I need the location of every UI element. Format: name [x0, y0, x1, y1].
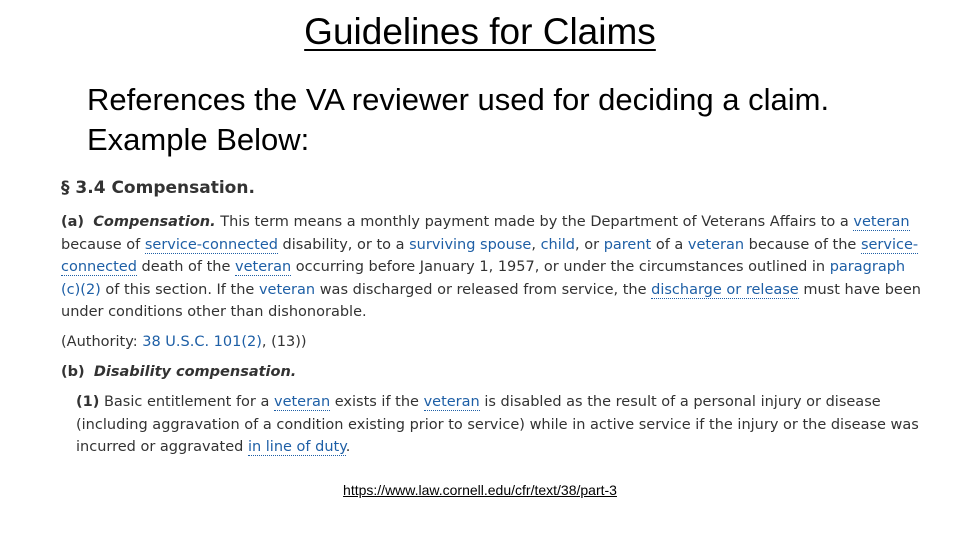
link-parent[interactable]: parent [603, 236, 652, 253]
text: because of the [744, 236, 861, 253]
link-veteran[interactable]: veteran [258, 281, 316, 298]
text: disability, or to a [277, 236, 410, 253]
text: This term means a monthly payment made by the Department of Veterans Affairs to a [215, 214, 854, 230]
link-discharge-or-release[interactable]: discharge or release [651, 281, 799, 298]
link-paragraph-c2[interactable]: paragraph (c)(2) [61, 259, 906, 298]
link-child[interactable]: child [540, 236, 576, 253]
paragraph-b-label: (b) [61, 363, 85, 380]
text: is disabled as the result of a personal injury or disease (including aggravation of a condition existing prior to service) while in active service if the injury or the disease was incurred or aggravated [76, 394, 919, 456]
text: (Authority: [61, 333, 143, 350]
paragraph-b [61, 361, 921, 384]
link-in-line-of-duty[interactable]: in line of duty [247, 439, 346, 456]
paragraph-b1-label: (1) [76, 394, 100, 411]
slide-subtitle [87, 80, 829, 160]
paragraph-b1 [61, 391, 921, 459]
slide-title: Guidelines for Claims [304, 11, 656, 52]
text: must have been under conditions other than dishonorable. [61, 281, 921, 321]
subtitle-line-2: Example Below: [87, 122, 310, 157]
link-veteran[interactable]: veteran [687, 236, 745, 253]
text: occurring before January 1, 1957, or under the circumstances outlined in [291, 259, 830, 276]
text: of this section. If the [100, 281, 259, 298]
link-veteran[interactable]: veteran [853, 214, 910, 230]
link-veteran[interactable]: veteran [273, 394, 331, 411]
link-service-connected[interactable]: service-connected [61, 236, 919, 276]
link-veteran[interactable]: veteran [423, 394, 480, 411]
text: because of [61, 236, 145, 253]
text: death of the [136, 259, 236, 276]
text: of a [651, 236, 688, 253]
paragraph-a-term: Compensation. [93, 214, 216, 230]
link-veteran[interactable]: veteran [235, 259, 292, 276]
text: Basic entitlement for a [99, 394, 274, 411]
paragraph-a-label: (a) [61, 214, 85, 230]
text: . [345, 439, 351, 456]
paragraph-a [61, 211, 921, 324]
text: , or [575, 236, 604, 253]
link-38-usc-101-2[interactable]: 38 U.S.C. 101(2) [142, 333, 262, 350]
subtitle-line-1: References the VA reviewer used for deciding a claim. [87, 82, 830, 117]
text: was discharged or released from service, the [315, 281, 652, 298]
text: , (13)) [261, 333, 307, 350]
authority-line [61, 331, 921, 354]
source-url-link[interactable]: https://www.law.cornell.edu/cfr/text/38/part-3 [343, 482, 617, 498]
section-heading: § 3.4 Compensation. [61, 178, 255, 198]
text: exists if the [330, 394, 424, 411]
link-service-connected[interactable]: service-connected [144, 236, 278, 253]
text: , [531, 236, 541, 253]
link-surviving-spouse[interactable]: surviving spouse [409, 236, 532, 253]
regulation-excerpt [61, 176, 921, 466]
paragraph-b-term: Disability compensation. [93, 363, 297, 380]
